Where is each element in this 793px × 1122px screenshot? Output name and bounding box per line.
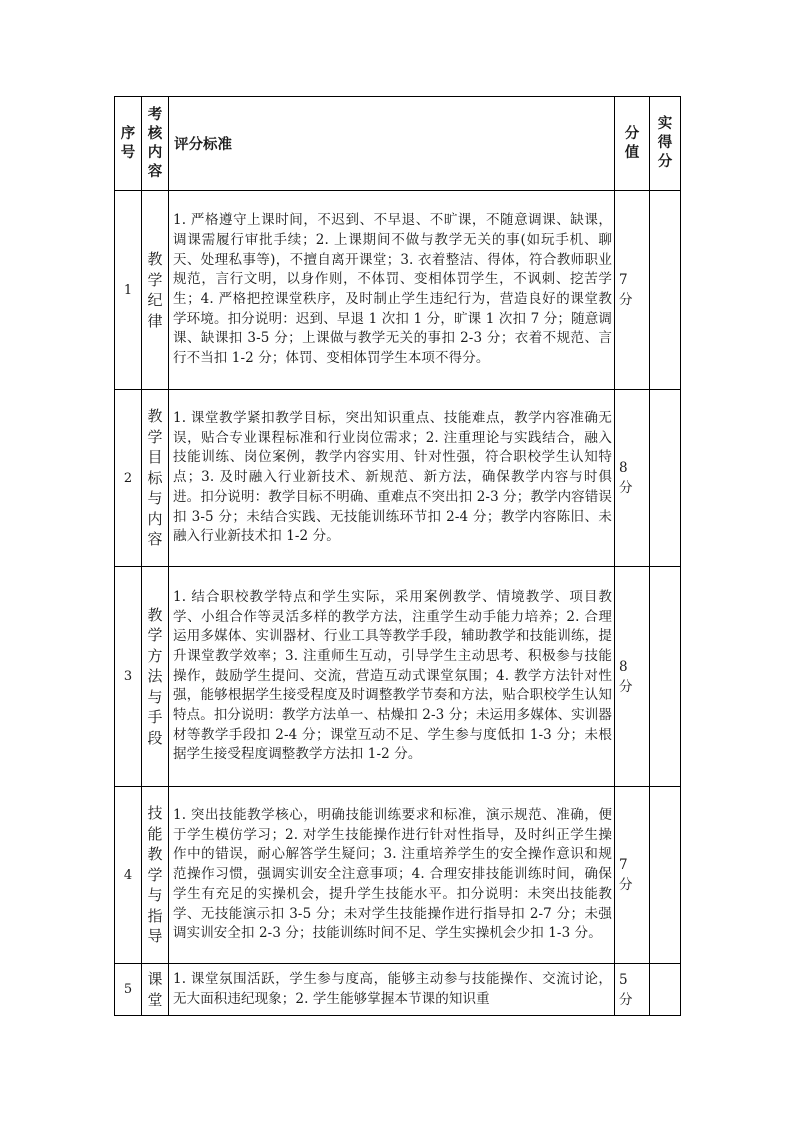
row-points xyxy=(615,191,650,390)
header-actual: 实得分 xyxy=(657,116,673,170)
header-topic-cell xyxy=(142,97,169,191)
header-points: 分值 xyxy=(624,125,640,161)
header-index-cell xyxy=(115,97,142,191)
row-points xyxy=(615,787,650,964)
row-points xyxy=(615,964,650,1016)
points-number: 5 xyxy=(619,971,628,988)
table-row xyxy=(115,567,681,787)
points-number: 8 xyxy=(619,658,628,675)
points-unit: 分 xyxy=(619,292,633,308)
row-topic: 教学方法与手段 xyxy=(147,605,163,747)
points-unit: 分 xyxy=(619,991,633,1008)
header-actual-cell xyxy=(650,97,681,191)
row-index: 2 xyxy=(115,390,142,567)
table-row xyxy=(115,964,681,1016)
row-topic: 教学目标与内容 xyxy=(147,407,163,549)
header-row xyxy=(115,97,681,191)
row-topic-cell xyxy=(142,964,169,1016)
row-index: 1 xyxy=(115,191,142,390)
table-row xyxy=(115,787,681,964)
points-number: 8 xyxy=(619,460,628,476)
row-topic: 技能教学与指导 xyxy=(147,804,163,946)
row-topic: 教学纪律 xyxy=(147,250,163,330)
row-topic-cell xyxy=(142,787,169,964)
row-index: 5 xyxy=(115,964,142,1016)
row-topic-cell xyxy=(142,567,169,787)
row-topic-cell xyxy=(142,191,169,390)
row-actual-score[interactable] xyxy=(650,390,681,567)
points-number: 7 xyxy=(619,272,628,288)
row-actual-score[interactable] xyxy=(650,787,681,964)
row-criteria: 1. 严格遵守上课时间，不迟到、不早退、不旷课，不随意调课、缺课，调课需履行审批手续；2. 上课期间不做与教学无关的事(如玩手机、聊天、处理私事等)，不擅自离开课堂；3. 衣着整洁、得体，符合教师职业规范，言行文明，以身作则，不体罚、变相体罚学生，不讽刺、挖苦学生；4. 严格把控课堂秩序，及时制止学生违纪行为，营造良好的课堂教学环境。扣分说明：迟到、早退 1 次扣 1 分，旷课 1 次扣 7 分；随意调课、缺课扣 3-5 分；上课做与教学无关的事扣 2-3 分；衣着不规范、言行不当扣 1-2 分；体罚、变相体罚学生本项不得分。 xyxy=(169,191,615,390)
points-unit: 分 xyxy=(619,877,633,893)
row-actual-score[interactable] xyxy=(650,191,681,390)
points-number: 7 xyxy=(619,857,628,873)
header-index: 序号 xyxy=(120,125,136,161)
points-unit: 分 xyxy=(619,678,633,695)
row-criteria: 1. 突出技能教学核心，明确技能训练要求和标准，演示规范、准确，便于学生模仿学习；2. 对学生技能操作进行针对性指导，及时纠正学生操作中的错误，耐心解答学生疑问；3. 注重培养学生的安全操作意识和规范操作习惯，强调实训安全注意事项；4. 合理安排技能训练时间，确保学生有充足的实操机会，提升学生技能水平。扣分说明：未突出技能教学、无技能演示扣 3-5 分；未对学生技能操作进行指导扣 2-7 分；未强调实训安全扣 2-3 分；技能训练时间不足、学生实操机会少扣 1-3 分。 xyxy=(169,787,615,964)
row-actual-score[interactable] xyxy=(650,964,681,1016)
row-index: 3 xyxy=(115,567,142,787)
header-topic: 考核内容 xyxy=(147,106,163,180)
row-topic: 课堂 xyxy=(147,970,163,1009)
points-unit: 分 xyxy=(619,480,633,496)
header-criteria: 评分标准 xyxy=(174,137,232,153)
table-row xyxy=(115,390,681,567)
row-points xyxy=(615,567,650,787)
header-points-cell xyxy=(615,97,650,191)
row-criteria: 1. 课堂教学紧扣教学目标，突出知识重点、技能难点，教学内容准确无误，贴合专业课程标准和行业岗位需求；2. 注重理论与实践结合，融入技能训练、岗位案例，教学内容实用、针对性强，符合职校学生认知特点；3. 及时融入行业新技术、新规范、新方法，确保教学内容与时俱进。扣分说明：教学目标不明确、重难点不突出扣 2-3 分；教学内容错误扣 3-5 分；未结合实践、无技能训练环节扣 2-4 分；教学内容陈旧、未融入行业新技术扣 1-2 分。 xyxy=(169,390,615,567)
row-points xyxy=(615,390,650,567)
row-index: 4 xyxy=(115,787,142,964)
header-criteria-cell xyxy=(169,97,615,191)
row-topic-cell xyxy=(142,390,169,567)
row-criteria: 1. 结合职校教学特点和学生实际，采用案例教学、情境教学、项目教学、小组合作等灵活多样的教学方法，注重学生动手能力培养；2. 合理运用多媒体、实训器材、行业工具等教学手段，辅助教学和技能训练，提升课堂教学效率；3. 注重师生互动，引导学生主动思考、积极参与技能操作，鼓励学生提问、交流，营造互动式课堂氛围；4. 教学方法针对性强，能够根据学生接受程度及时调整教学节奏和方法，贴合职校学生认知特点。扣分说明：教学方法单一、枯燥扣 2-3 分；未运用多媒体、实训器材等教学手段扣 2-4 分；课堂互动不足、学生参与度低扣 1-3 分；未根据学生接受程度调整教学方法扣 1-2 分。 xyxy=(169,567,615,787)
table-row xyxy=(115,191,681,390)
row-criteria: 1. 课堂氛围活跃，学生参与度高，能够主动参与技能操作、交流讨论，无大面积违纪现象；2. 学生能够掌握本节课的知识重 xyxy=(169,964,615,1016)
row-actual-score[interactable] xyxy=(650,567,681,787)
evaluation-table xyxy=(114,96,681,1016)
